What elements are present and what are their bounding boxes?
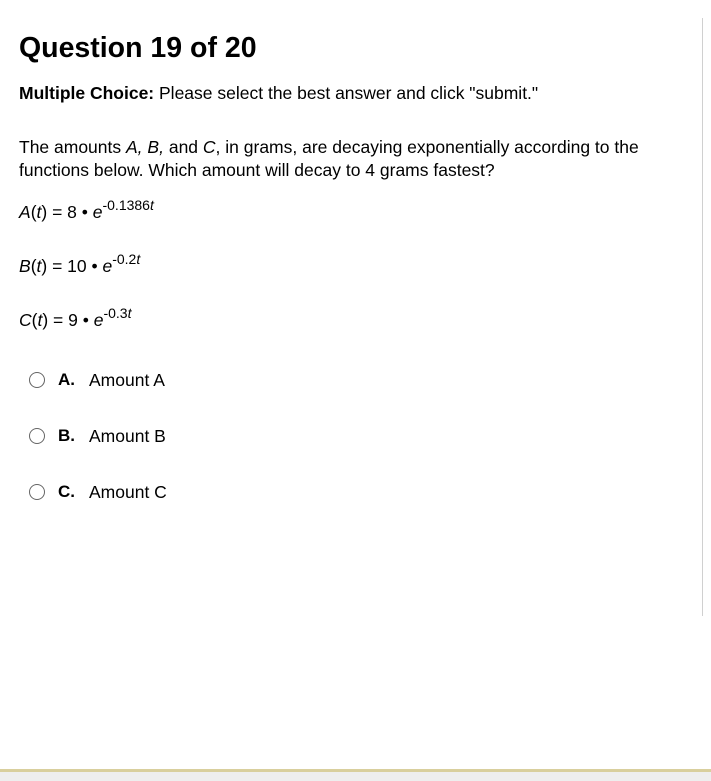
exponent-variable: t xyxy=(136,251,141,267)
choice-text: Amount C xyxy=(89,481,167,502)
choice-c[interactable] xyxy=(19,479,695,505)
prompt-text: and xyxy=(163,137,203,157)
choice-b[interactable] xyxy=(19,423,695,449)
exponent-coefficient: -0.2 xyxy=(112,251,137,267)
radio-button-a[interactable] xyxy=(29,372,45,388)
instructions xyxy=(19,82,695,104)
function-name: B xyxy=(19,256,31,276)
function-name: C xyxy=(19,310,32,330)
function-base: e xyxy=(92,202,103,222)
prompt-var-c: C xyxy=(202,137,216,157)
exponent-variable: t xyxy=(127,305,132,321)
right-divider xyxy=(702,18,703,616)
exponent-coefficient: -0.3 xyxy=(103,305,128,321)
function-a: A(t) = 8 • $e^{-0.1386t}$ xyxy=(19,197,154,222)
function-b: B(t) = 10 • $e^{-0.2t}$ xyxy=(19,251,141,276)
function-exponent xyxy=(112,251,140,267)
prompt-text: The amounts xyxy=(19,137,126,157)
radio-button-c[interactable] xyxy=(29,484,45,500)
function-base: e xyxy=(102,256,113,276)
prompt-text: , in grams, are decaying exponentially according to the functions below. Which amount will decay to 4 grams fastest? xyxy=(19,137,639,180)
function-base: e xyxy=(93,310,104,330)
choice-letter: A. xyxy=(58,370,75,389)
question-title: Question 19 of 20 xyxy=(19,32,257,64)
choice-text: Amount A xyxy=(89,369,165,390)
prompt-var-b: B, xyxy=(147,137,164,157)
function-c: C(t) = 9 • $e^{-0.3t}$ xyxy=(19,305,132,330)
function-rhs: = 8 • xyxy=(47,202,93,222)
exponent-coefficient: -0.1386 xyxy=(102,197,150,213)
exponent-variable: t xyxy=(149,197,154,213)
answer-choices xyxy=(19,367,695,505)
function-exponent xyxy=(103,305,131,321)
question-prompt xyxy=(19,136,695,182)
function-variable: t xyxy=(36,202,42,222)
question-content xyxy=(19,30,695,535)
instructions-label: Multiple Choice: xyxy=(19,83,155,103)
prompt-var-a: A, xyxy=(126,137,143,157)
choice-letter: B. xyxy=(58,426,75,445)
function-variable: t xyxy=(36,256,42,276)
function-rhs: = 10 • xyxy=(47,256,103,276)
instructions-text: Please select the best answer and click "submit." xyxy=(154,83,539,103)
radio-button-b[interactable] xyxy=(29,428,45,444)
function-name: A xyxy=(19,202,31,222)
choice-text: Amount B xyxy=(89,425,166,446)
choice-a[interactable] xyxy=(19,367,695,393)
function-variable: t xyxy=(37,310,43,330)
footer-bar xyxy=(0,769,711,781)
function-rhs: = 9 • xyxy=(48,310,94,330)
function-exponent xyxy=(102,197,153,213)
choice-letter: C. xyxy=(58,482,75,501)
